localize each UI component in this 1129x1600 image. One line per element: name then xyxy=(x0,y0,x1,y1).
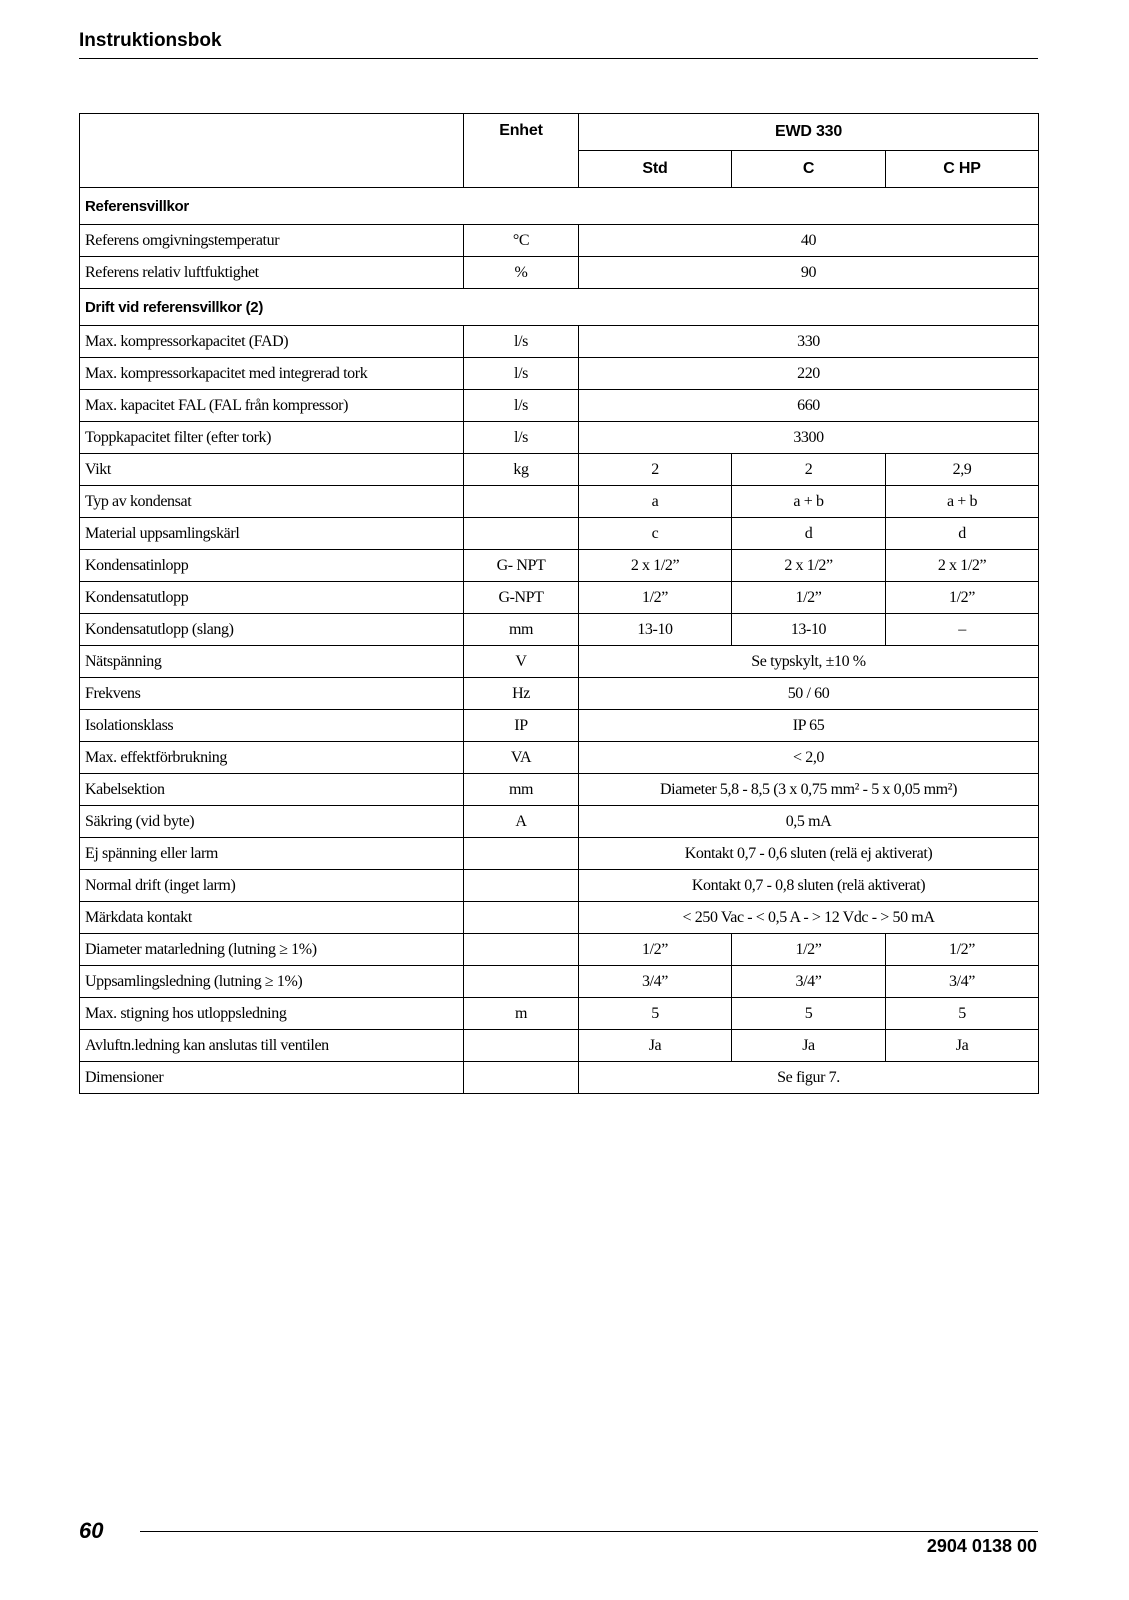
row-unit: m xyxy=(464,998,579,1030)
footer-divider xyxy=(140,1531,1038,1532)
table-row xyxy=(80,454,1039,486)
table-row xyxy=(80,582,1039,614)
table-row xyxy=(80,646,1039,678)
row-unit: Hz xyxy=(464,678,579,710)
row-value: 1/2” xyxy=(886,582,1039,614)
row-label: Max. effektförbrukning xyxy=(80,742,464,774)
row-value: 40 xyxy=(579,225,1039,257)
model-column-header: EWD 330 xyxy=(579,114,1039,151)
row-unit: G- NPT xyxy=(464,550,579,582)
table-row xyxy=(80,966,1039,998)
row-label: Dimensioner xyxy=(80,1062,464,1094)
row-value: Se figur 7. xyxy=(579,1062,1039,1094)
table-row xyxy=(80,422,1039,454)
row-value: < 2,0 xyxy=(579,742,1039,774)
row-label: Kondensatinlopp xyxy=(80,550,464,582)
row-value: Diameter 5,8 - 8,5 (3 x 0,75 mm² - 5 x 0,05 mm²) xyxy=(579,774,1039,806)
row-value: 50 / 60 xyxy=(579,678,1039,710)
row-value: 13-10 xyxy=(579,614,732,646)
table-row xyxy=(80,742,1039,774)
row-unit: V xyxy=(464,646,579,678)
row-unit: A xyxy=(464,806,579,838)
row-value: IP 65 xyxy=(579,710,1039,742)
row-value: 1/2” xyxy=(579,934,732,966)
row-value: 3300 xyxy=(579,422,1039,454)
row-unit xyxy=(464,486,579,518)
section-title: Referensvillkor xyxy=(80,188,1039,225)
spec-table xyxy=(79,113,1039,1094)
row-value: 0,5 mA xyxy=(579,806,1039,838)
table-row xyxy=(80,1030,1039,1062)
table-row xyxy=(80,678,1039,710)
row-label: Uppsamlingsledning (lutning ≥ 1%) xyxy=(80,966,464,998)
row-value: Kontakt 0,7 - 0,8 sluten (relä aktiverat) xyxy=(579,870,1039,902)
table-row xyxy=(80,257,1039,289)
section-row xyxy=(80,289,1039,326)
document-number: 2904 0138 00 xyxy=(926,1536,1037,1556)
row-unit: G-NPT xyxy=(464,582,579,614)
row-unit xyxy=(464,934,579,966)
row-unit xyxy=(464,1062,579,1094)
table-row xyxy=(80,358,1039,390)
row-label: Toppkapacitet filter (efter tork) xyxy=(80,422,464,454)
row-label: Typ av kondensat xyxy=(80,486,464,518)
row-value: 2 xyxy=(579,454,732,486)
row-label: Max. kompressorkapacitet (FAD) xyxy=(80,326,464,358)
table-row xyxy=(80,710,1039,742)
row-unit xyxy=(464,838,579,870)
row-label: Kabelsektion xyxy=(80,774,464,806)
row-value: 2 x 1/2” xyxy=(732,550,886,582)
table-row xyxy=(80,1062,1039,1094)
section-row xyxy=(80,188,1039,225)
row-value: d xyxy=(886,518,1039,550)
row-value: a xyxy=(579,486,732,518)
row-value: Ja xyxy=(732,1030,886,1062)
row-label: Referens omgivningstemperatur xyxy=(80,225,464,257)
row-unit: mm xyxy=(464,614,579,646)
row-value: 2,9 xyxy=(886,454,1039,486)
table-row xyxy=(80,934,1039,966)
row-value: 1/2” xyxy=(732,582,886,614)
row-label: Kondensatutlopp (slang) xyxy=(80,614,464,646)
row-value: 13-10 xyxy=(732,614,886,646)
row-label: Normal drift (inget larm) xyxy=(80,870,464,902)
row-unit xyxy=(464,518,579,550)
header-blank-cell xyxy=(80,114,464,188)
table-row xyxy=(80,774,1039,806)
row-value: 5 xyxy=(886,998,1039,1030)
row-unit xyxy=(464,902,579,934)
row-value: 220 xyxy=(579,358,1039,390)
table-row xyxy=(80,998,1039,1030)
row-value: – xyxy=(886,614,1039,646)
table-row xyxy=(80,902,1039,934)
row-value: 660 xyxy=(579,390,1039,422)
row-label: Max. stigning hos utloppsledning xyxy=(80,998,464,1030)
row-label: Kondensatutlopp xyxy=(80,582,464,614)
row-value: 3/4” xyxy=(579,966,732,998)
row-value: 90 xyxy=(579,257,1039,289)
row-value: d xyxy=(732,518,886,550)
row-label: Säkring (vid byte) xyxy=(80,806,464,838)
table-row xyxy=(80,486,1039,518)
row-label: Referens relativ luftfuktighet xyxy=(80,257,464,289)
row-unit: °C xyxy=(464,225,579,257)
row-value: 330 xyxy=(579,326,1039,358)
row-value: a + b xyxy=(886,486,1039,518)
row-label: Diameter matarledning (lutning ≥ 1%) xyxy=(80,934,464,966)
row-unit: kg xyxy=(464,454,579,486)
row-unit: % xyxy=(464,257,579,289)
row-value: 1/2” xyxy=(732,934,886,966)
row-value: 2 xyxy=(732,454,886,486)
row-value: 2 x 1/2” xyxy=(886,550,1039,582)
row-unit xyxy=(464,966,579,998)
row-value: Ja xyxy=(579,1030,732,1062)
row-value: Ja xyxy=(886,1030,1039,1062)
variant-header: Std xyxy=(579,151,732,188)
row-unit: l/s xyxy=(464,390,579,422)
table-row xyxy=(80,225,1039,257)
row-value: 5 xyxy=(579,998,732,1030)
row-unit: VA xyxy=(464,742,579,774)
row-unit: l/s xyxy=(464,422,579,454)
table-row xyxy=(80,550,1039,582)
row-value: 1/2” xyxy=(579,582,732,614)
row-value: 3/4” xyxy=(732,966,886,998)
table-header-row xyxy=(80,114,1039,151)
table-row xyxy=(80,390,1039,422)
table-row xyxy=(80,326,1039,358)
table-row xyxy=(80,870,1039,902)
variant-header: C xyxy=(732,151,886,188)
row-value: 2 x 1/2” xyxy=(579,550,732,582)
row-unit: mm xyxy=(464,774,579,806)
row-value: < 250 Vac - < 0,5 A - > 12 Vdc - > 50 mA xyxy=(579,902,1039,934)
row-unit: l/s xyxy=(464,358,579,390)
row-value: Kontakt 0,7 - 0,6 sluten (relä ej aktiverat) xyxy=(579,838,1039,870)
row-label: Nätspänning xyxy=(80,646,464,678)
row-value: a + b xyxy=(732,486,886,518)
page-header-title: Instruktionsbok xyxy=(79,30,222,51)
row-label: Avluftn.ledning kan anslutas till ventilen xyxy=(80,1030,464,1062)
row-label: Material uppsamlingskärl xyxy=(80,518,464,550)
row-label: Ej spänning eller larm xyxy=(80,838,464,870)
row-unit: l/s xyxy=(464,326,579,358)
table-row xyxy=(80,518,1039,550)
table-row xyxy=(80,806,1039,838)
row-unit xyxy=(464,870,579,902)
page-number: 60 xyxy=(79,1518,104,1543)
row-value: 5 xyxy=(732,998,886,1030)
row-unit xyxy=(464,1030,579,1062)
variant-header: C HP xyxy=(886,151,1039,188)
row-unit: IP xyxy=(464,710,579,742)
unit-column-header: Enhet xyxy=(464,114,579,188)
table-row xyxy=(80,838,1039,870)
row-value: c xyxy=(579,518,732,550)
row-label: Vikt xyxy=(80,454,464,486)
row-label: Märkdata kontakt xyxy=(80,902,464,934)
row-value: 1/2” xyxy=(886,934,1039,966)
row-value: Se typskylt, ±10 % xyxy=(579,646,1039,678)
header-divider xyxy=(79,58,1038,59)
row-label: Frekvens xyxy=(80,678,464,710)
table-row xyxy=(80,614,1039,646)
row-label: Isolationsklass xyxy=(80,710,464,742)
row-label: Max. kapacitet FAL (FAL från kompressor) xyxy=(80,390,464,422)
row-value: 3/4” xyxy=(886,966,1039,998)
row-label: Max. kompressorkapacitet med integrerad tork xyxy=(80,358,464,390)
section-title: Drift vid referensvillkor (2) xyxy=(80,289,1039,326)
